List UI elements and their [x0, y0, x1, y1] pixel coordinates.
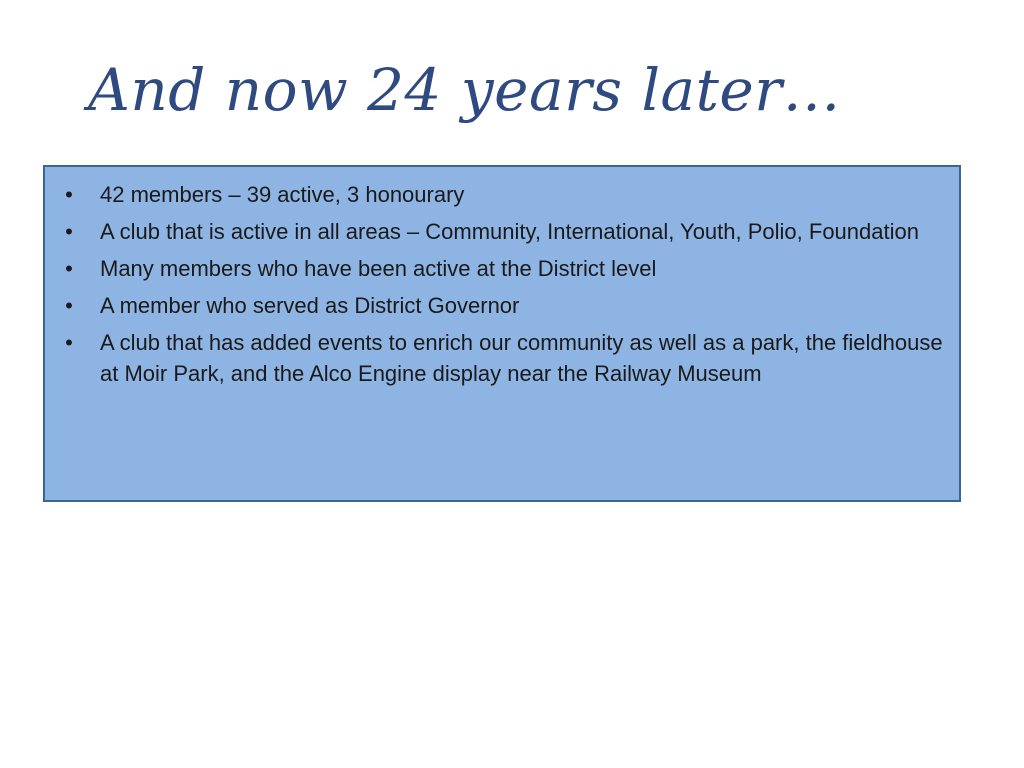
bullet-icon: • [65, 293, 73, 318]
list-item [45, 216, 943, 247]
bullet-icon: • [65, 182, 73, 207]
bullet-text: 42 members – 39 active, 3 honourary [100, 182, 465, 207]
bullet-text: Many members who have been active at the District level [100, 256, 657, 281]
bullet-icon: • [65, 256, 73, 281]
bullet-icon: • [65, 219, 73, 244]
bullet-list [45, 167, 959, 389]
list-item [45, 290, 943, 321]
list-item [45, 327, 943, 389]
bullet-text: A club that has added events to enrich our community as well as a park, the fieldhouse at Moir Park, and the Alco Engine display near the Railway Museum [100, 330, 943, 386]
list-item [45, 179, 943, 210]
slide-title: And now 24 years later… [88, 56, 841, 124]
bullet-text: A member who served as District Governor [100, 293, 520, 318]
bullet-icon: • [65, 330, 73, 355]
content-box [43, 165, 961, 502]
list-item [45, 253, 943, 284]
bullet-text: A club that is active in all areas – Community, International, Youth, Polio, Foundation [100, 219, 919, 244]
